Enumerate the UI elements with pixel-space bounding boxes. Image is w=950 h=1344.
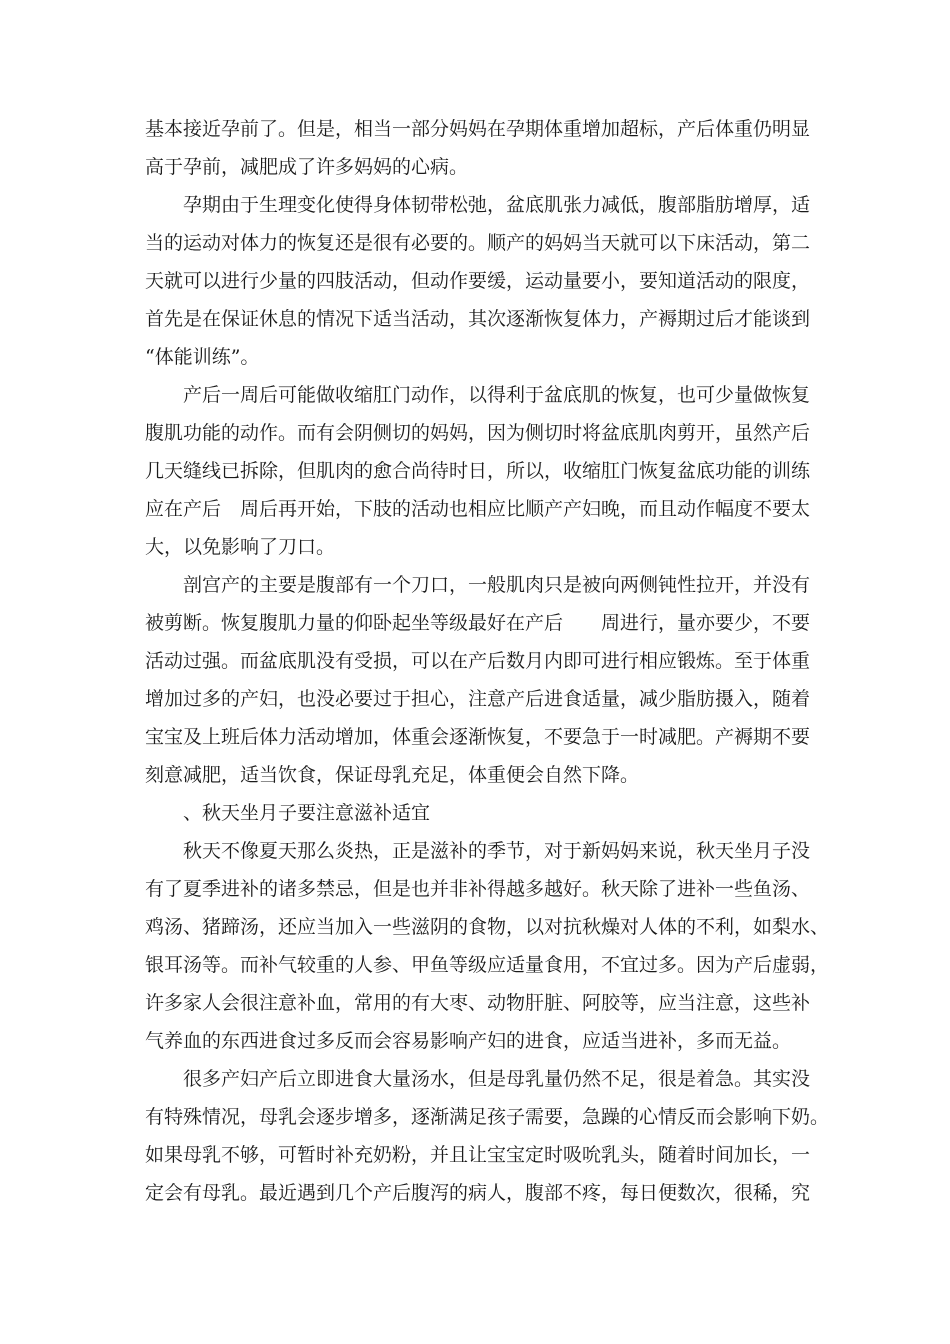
- text-line: 几天缝线已拆除，但肌肉的愈合尚待时日，所以，收缩肛门恢复盆底功能的训练: [145, 460, 811, 482]
- text-line: 剖宫产的主要是腹部有一个刀口，一般肌肉只是被向两侧钝性拉开，并没有: [183, 574, 811, 596]
- text-line: 应在产后 周后再开始，下肢的活动也相应比顺产产妇晚，而且动作幅度不要太: [145, 498, 811, 520]
- text-line: 气养血的东西进食过多反而会容易影响产妇的进食，应适当进补，多而无益。: [145, 1030, 792, 1052]
- text-line: 增加过多的产妇，也没必要过于担心，注意产后进食适量，减少脂肪摄入，随着: [145, 688, 811, 710]
- text-line: 有了夏季进补的诸多禁忌，但是也并非补得越多越好。秋天除了进补一些鱼汤、: [145, 878, 811, 900]
- text-line: 基本接近孕前了。但是，相当一部分妈妈在孕期体重增加超标，产后体重仍明显: [145, 118, 811, 140]
- text-line: 首先是在保证休息的情况下适当活动，其次逐渐恢复体力，产褥期过后才能谈到: [145, 308, 811, 330]
- text-line: “体能训练”。: [145, 346, 260, 368]
- text-line: 刻意减肥，适当饮食，保证母乳充足，体重便会自然下降。: [145, 764, 640, 786]
- section-heading: 、秋天坐月子要注意滋补适宜: [183, 802, 431, 824]
- text-line: 产后一周后可能做收缩肛门动作，以得利于盆底肌的恢复，也可少量做恢复: [183, 384, 811, 406]
- body-text: [145, 110, 830, 1212]
- text-line: 秋天不像夏天那么炎热，正是滋补的季节，对于新妈妈来说，秋天坐月子没: [183, 840, 811, 862]
- text-line: 有特殊情况，母乳会逐步增多，逐渐满足孩子需要，急躁的心情反而会影响下奶。: [145, 1106, 830, 1128]
- text-line: 高于孕前，减肥成了许多妈妈的心病。: [145, 156, 469, 178]
- text-line: 宝宝及上班后体力活动增加，体重会逐渐恢复，不要急于一时减肥。产褥期不要: [145, 726, 811, 748]
- text-line: 大，以免影响了刀口。: [145, 536, 336, 558]
- text-line: 当的运动对体力的恢复还是很有必要的。顺产的妈妈当天就可以下床活动，第二: [145, 232, 811, 254]
- text-line: 天就可以进行少量的四肢活动，但动作要缓，运动量要小，要知道活动的限度，: [145, 270, 811, 292]
- text-line: 定会有母乳。最近遇到几个产后腹泻的病人，腹部不疼，每日便数次，很稀，究: [145, 1182, 811, 1204]
- text-line: 许多家人会很注意补血，常用的有大枣、动物肝脏、阿胶等，应当注意，这些补: [145, 992, 811, 1014]
- text-line: 孕期由于生理变化使得身体韧带松弛，盆底肌张力减低，腹部脂肪增厚，适: [183, 194, 811, 216]
- text-line: 腹肌功能的动作。而有会阴侧切的妈妈，因为侧切时将盆底肌肉剪开，虽然产后: [145, 422, 811, 444]
- text-line: 被剪断。恢复腹肌力量的仰卧起坐等级最好在产后 周进行，量亦要少，不要: [145, 612, 811, 634]
- text-line: 很多产妇产后立即进食大量汤水，但是母乳量仍然不足，很是着急。其实没: [183, 1068, 811, 1090]
- text-line: 如果母乳不够，可暂时补充奶粉，并且让宝宝定时吸吮乳头，随着时间加长，一: [145, 1144, 811, 1166]
- text-line: 活动过强。而盆底肌没有受损，可以在产后数月内即可进行相应锻炼。至于体重: [145, 650, 811, 672]
- text-line: 鸡汤、猪蹄汤，还应当加入一些滋阴的食物，以对抗秋燥对人体的不利，如梨水、: [145, 916, 830, 938]
- text-line: 银耳汤等。而补气较重的人参、甲鱼等级应适量食用，不宜过多。因为产后虚弱，: [145, 954, 830, 976]
